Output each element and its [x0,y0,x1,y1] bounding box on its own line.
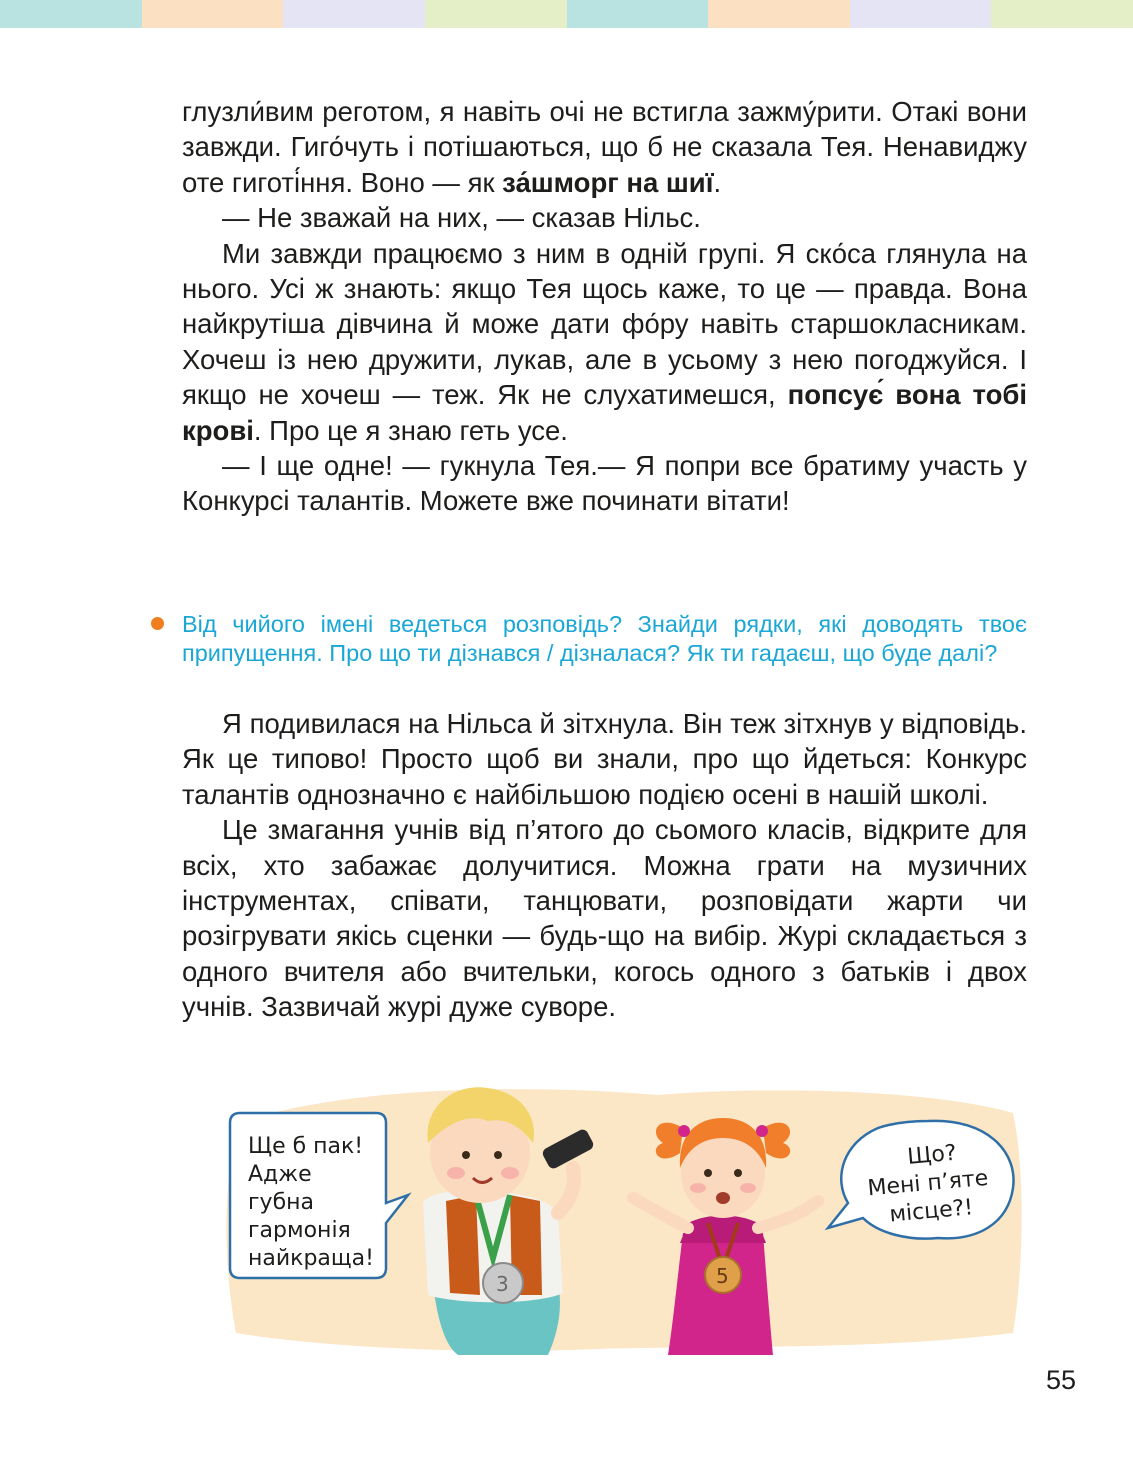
boy-bubble-line-5: найкраща! [248,1246,374,1271]
boy-medal-number: 3 [496,1272,509,1296]
paragraph-text: — Не зважай на них, — сказав Нільс. [222,202,701,234]
paragraph-text: глузли́вим реготом, я навіть очі не встигла зажму́рити. Отакі вони завжди. Гиго́чуть і потішаються, що б не сказала Тея. Ненавиджу оте гиготі́ння. Воно — як [182,96,1027,198]
girl-medal-number: 5 [716,1264,729,1288]
paragraph-text: . Про це я знаю геть усе. [253,414,568,446]
story-text-part-1 [182,94,1027,519]
paragraph-text: . [713,166,722,198]
top-stripe [0,0,142,28]
top-color-stripes [0,0,1133,28]
boy-bubble-line-2: Адже [248,1162,312,1187]
story-paragraph [182,200,1027,235]
top-stripe [283,0,425,28]
page-number: 55 [1046,1365,1077,1395]
top-stripe [991,0,1133,28]
highlighted-phrase: попсує́ вона тобі крові [182,379,1027,446]
illustration-children [218,1083,1028,1355]
girl-bubble-line-3: місце?! [888,1195,975,1228]
boy-bubble-line-4: гармонія [248,1218,351,1243]
boy-speech-bubble [230,1113,408,1278]
top-stripe [425,0,567,28]
paragraph-text: — І ще одне! — гукнула Тея.— Я попри все братиму участь у Конкурсі талантів. Можете вже починати вітати! [182,450,1027,517]
boy-bubble-line-3: губна [248,1190,315,1215]
story-paragraph: Це змагання учнів від п’ятого до сьомого класів, відкрите для всіх, хто забажає долучитися. Можна грати на музичних інструментах, співати, танцювати, розповідати жарти чи розігрувати якісь сценки — будь-що на вибір. Журі складається з одного вчителя або вчительки, когось одного з батьків і двох учнів. Зазвичай журі дуже суворе. [182,814,1027,1023]
story-text-part-2 [182,706,1027,1025]
girl-bubble-line-1: Що? [906,1140,958,1170]
top-stripe [708,0,850,28]
story-paragraph [182,94,1027,200]
reading-question: Від чийого імені ведеться розповідь? Знайди рядки, які доводять твоє припущення. Про що ти дізнався / дізналася? Як ти гадаєш, що буде далі? [182,611,1027,666]
top-stripe [142,0,284,28]
highlighted-phrase: за́шморг на шиї [502,166,714,198]
question-bullet-icon [151,617,164,630]
story-paragraph: Я подивилася на Нільса й зітхнула. Він теж зітхнув у відповідь. Як це типово! Просто щоб ви знали, про що йдеться: Конкурс талантів однозначно є найбільшою подією осені в нашій школі. [182,708,1027,810]
story-paragraph [182,236,1027,448]
girl-bubble-line-2: Мені п’яте [866,1165,990,1202]
story-paragraph [182,448,1027,519]
boy-bubble-line-1: Ще б пак! [248,1134,364,1159]
paragraph-text: Ми завжди працюємо з ним в одній групі. Я ско́са глянула на нього. Усі ж знають: якщо Тея щось каже, то це — правда. Вона найкрутіша дівчина й може дати фо́ру навіть старшокласникам. Хочеш із нею дружити, лукав, але в усьому з нею погоджуйся. І якщо не хочеш — теж. Як не слухатимешся, [182,237,1027,411]
top-stripe [567,0,709,28]
top-stripe [850,0,992,28]
